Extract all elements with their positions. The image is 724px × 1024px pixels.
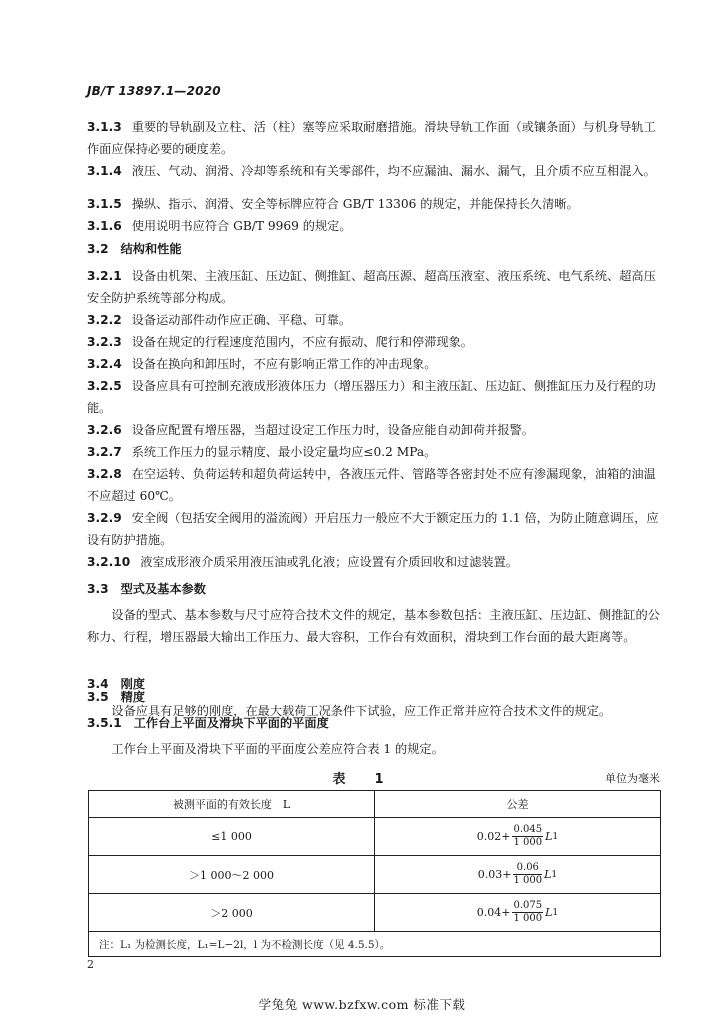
variable-subscript: 1 [551, 869, 558, 880]
clause-text: 设备在换向和卸压时，不应有影响正常工作的冲击现象。 [131, 357, 437, 371]
tolerance-base: 0.04+ [476, 906, 511, 919]
clause-number: 3.2.2 [87, 313, 122, 327]
standard-code-header: JB/T 13897.1—2020 [87, 84, 221, 98]
section-3-5-1-body: 工作台上平面及滑块下平面的平面度公差应符合表 1 的规定。 [111, 742, 444, 756]
clause-text: 设备在规定的行程速度范围内，不应有振动、爬行和停滞现象。 [131, 335, 473, 349]
section-title: 结构和性能 [120, 242, 182, 256]
clause-number: 3.2.1 [87, 269, 122, 283]
section-heading-3-3 [87, 578, 206, 600]
clause-3-2-1 [87, 265, 660, 309]
tolerance-fraction [512, 900, 543, 925]
variable-subscript: 1 [552, 831, 559, 842]
clause-3-2-4 [87, 353, 660, 375]
fraction-numerator: 0.06 [513, 862, 542, 875]
tolerance-cell [375, 818, 661, 856]
section-number: 3.4 [87, 677, 109, 691]
table-row [89, 894, 661, 932]
clause-text: 使用说明书应符合 GB/T 9969 的规定。 [131, 219, 352, 233]
clause-3-2-8 [87, 463, 660, 507]
section-title: 型式及基本参数 [120, 582, 206, 596]
table-title: 表 1 [332, 772, 392, 787]
section-3-3-body: 设备的型式、基本参数与尺寸应符合技术文件的规定，基本参数包括：主液压缸、压边缸、侧推缸的公称力、行程，增压器最大输出工作压力、最大容积，工作台有效面积，滑块到工作台面的最大距离等。 [87, 608, 660, 644]
length-cell: ＞2 000 [89, 894, 375, 932]
section-title: 刚度 [120, 677, 145, 691]
clause-3-2-7 [87, 441, 660, 463]
length-cell: ＞1 000～2 000 [89, 856, 375, 894]
clause-text: 设备由机架、主液压缸、压边缸、侧推缸、超高压源、超高压液室、液压系统、电气系统、超高压安全防护系统等部分构成。 [87, 269, 656, 305]
variable-subscript: 1 [552, 907, 559, 918]
length-cell: ≤1 000 [89, 818, 375, 856]
clause-3-2-6 [87, 419, 660, 441]
tolerance-cell [375, 856, 661, 894]
tolerance-fraction [512, 824, 543, 849]
section-title: 精度 [120, 690, 145, 704]
section-heading-3-5-1 [87, 712, 329, 734]
clause-text: 操纵、指示、润滑、安全等标牌应符合 GB/T 13306 的规定，并能保持长久清晰。 [131, 197, 579, 211]
column-header-tolerance: 公差 [375, 791, 661, 818]
clause-3-1-3 [87, 116, 660, 160]
flatness-tolerance-table [88, 790, 661, 957]
tolerance-fraction [513, 862, 542, 887]
section-3-4-body: 设备应具有足够的刚度，在最大载荷工况条件下试验，应工作正常并应符合技术文件的规定。 [111, 704, 612, 718]
section-number: 3.5 [87, 690, 109, 704]
clause-text: 在空运转、负荷运转和超负荷运转中，各液压元件、管路等各密封处不应有渗漏现象，油箱的油温不应超过 60℃。 [87, 467, 656, 503]
tolerance-base: 0.03+ [477, 868, 512, 881]
clause-number: 3.2.9 [87, 511, 122, 525]
clause-number: 3.1.4 [87, 164, 122, 178]
section-number: 3.3 [87, 582, 109, 596]
clause-number: 3.2.5 [87, 379, 122, 393]
clause-number: 3.2.3 [87, 335, 122, 349]
clause-text: 设备应具有可控制充液成形液体压力（增压器压力）和主液压缸、压边缸、侧推缸压力及行程的功能。 [87, 379, 656, 415]
clause-number: 3.1.3 [87, 120, 122, 134]
tolerance-cell [375, 894, 661, 932]
table-header-row [89, 791, 661, 818]
clause-3-1-4 [87, 160, 660, 182]
table-row [89, 818, 661, 856]
table-unit: 单位为毫米 [605, 772, 660, 785]
clause-3-2-9 [87, 507, 660, 551]
section-heading-3-2 [87, 238, 182, 260]
clause-number: 3.2.10 [87, 555, 131, 569]
clause-number: 3.2.8 [87, 467, 122, 481]
clause-3-2-3 [87, 331, 660, 353]
page-number: 2 [87, 958, 94, 971]
clause-3-1-6 [87, 215, 660, 237]
watermark-footer: 学兔兔 www.bzfxw.com 标准下载 [258, 997, 466, 1012]
table-row [89, 856, 661, 894]
clause-number: 3.2.7 [87, 445, 122, 459]
clause-number: 3.1.6 [87, 219, 122, 233]
section-number: 3.5.1 [87, 716, 122, 730]
clause-text: 系统工作压力的显示精度、最小设定量均应≤0.2 MPa。 [131, 445, 437, 459]
clause-3-1-5 [87, 193, 660, 215]
clause-text: 设备应配置有增压器，当超过设定工作压力时，设备应能自动卸荷并报警。 [131, 423, 534, 437]
section-title: 工作台上平面及滑块下平面的平面度 [133, 716, 329, 730]
clause-3-2-10 [87, 551, 660, 573]
table-note-row [89, 932, 661, 957]
clause-number: 3.1.5 [87, 197, 122, 211]
variable: L [545, 830, 553, 843]
fraction-denominator: 1 000 [513, 875, 543, 886]
variable: L [544, 868, 552, 881]
fraction-denominator: 1 000 [513, 837, 543, 848]
clause-text: 安全阀（包括安全阀用的溢流阀）开启压力一般应不大于额定压力的 1.1 倍，为防止随意调压，应设有防护措施。 [87, 511, 659, 547]
clause-text: 液室成形液介质采用液压油或乳化液；应设置有介质回收和过滤装置。 [140, 555, 518, 569]
fraction-numerator: 0.045 [513, 824, 543, 835]
fraction-denominator: 1 000 [513, 913, 543, 924]
clause-3-2-5 [87, 375, 660, 419]
section-number: 3.2 [87, 242, 109, 256]
table-note: 注：L₁ 为检测长度，L₁=L−2l，l 为不检测长度（见 4.5.5）。 [89, 932, 661, 957]
clause-text: 设备运动部件动作应正确、平稳、可靠。 [131, 313, 352, 327]
section-heading-3-5 [87, 686, 145, 708]
variable: L [545, 906, 553, 919]
clause-number: 3.2.4 [87, 357, 122, 371]
clause-number: 3.2.6 [87, 423, 122, 437]
clause-text: 液压、气动、润滑、冷却等系统和有关零部件，均不应漏油、漏水、漏气，且介质不应互相混入。 [131, 164, 656, 178]
column-header-length: 被测平面的有效长度 L [89, 791, 375, 818]
fraction-numerator: 0.075 [513, 900, 543, 911]
tolerance-base: 0.02+ [476, 830, 511, 843]
clause-3-2-2 [87, 309, 660, 331]
clause-text: 重要的导轨副及立柱、活（柱）塞等应采取耐磨措施。滑块导轨工作面（或镶条面）与机身导轨工作面应保持必要的硬度差。 [87, 120, 656, 156]
